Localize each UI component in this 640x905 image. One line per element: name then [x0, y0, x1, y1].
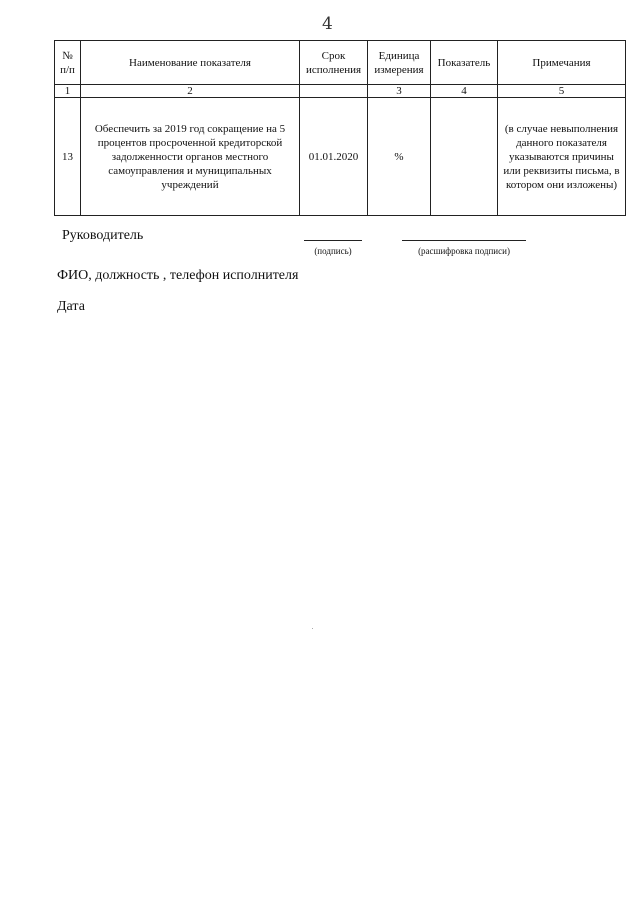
row-number: 13: [55, 98, 81, 216]
row-deadline: 01.01.2020: [300, 98, 368, 216]
row-value: [431, 98, 498, 216]
index-cell: 2: [81, 85, 300, 98]
header-unit: Единица измерения: [368, 41, 431, 85]
index-cell: [300, 85, 368, 98]
index-cell: 5: [498, 85, 626, 98]
row-notes: (в случае невыполнения данного показателя указываются причины или реквизиты письма, в котором они изложены): [498, 98, 626, 216]
header-name: Наименование показателя: [81, 41, 300, 85]
scan-speck: [312, 628, 313, 629]
indicator-table: [54, 40, 626, 216]
index-cell: 3: [368, 85, 431, 98]
fio-label: ФИО, должность , телефон исполнителя: [57, 268, 299, 283]
header-deadline: Срок исполнения: [300, 41, 368, 85]
index-cell: 4: [431, 85, 498, 98]
row-unit: %: [368, 98, 431, 216]
table-index-row: [55, 85, 626, 98]
table-row: [55, 98, 626, 216]
index-cell: 1: [55, 85, 81, 98]
header-value: Показатель: [431, 41, 498, 85]
header-number: № п/п: [55, 41, 81, 85]
signature-line: [304, 240, 362, 241]
signature-decode-caption: (расшифровка подписи): [418, 246, 510, 256]
table-header-row: [55, 41, 626, 85]
signature-caption: (подпись): [314, 246, 352, 256]
signature-decode-line: [402, 240, 526, 241]
signer-label: Руководитель: [62, 228, 144, 243]
page-number: 4: [322, 14, 333, 34]
header-notes: Примечания: [498, 41, 626, 85]
date-label: Дата: [57, 299, 85, 314]
row-name: Обеспечить за 2019 год сокращение на 5 процентов просроченной кредиторской задолженности органов местного самоуправления и муниципальных учреждений: [81, 98, 300, 216]
